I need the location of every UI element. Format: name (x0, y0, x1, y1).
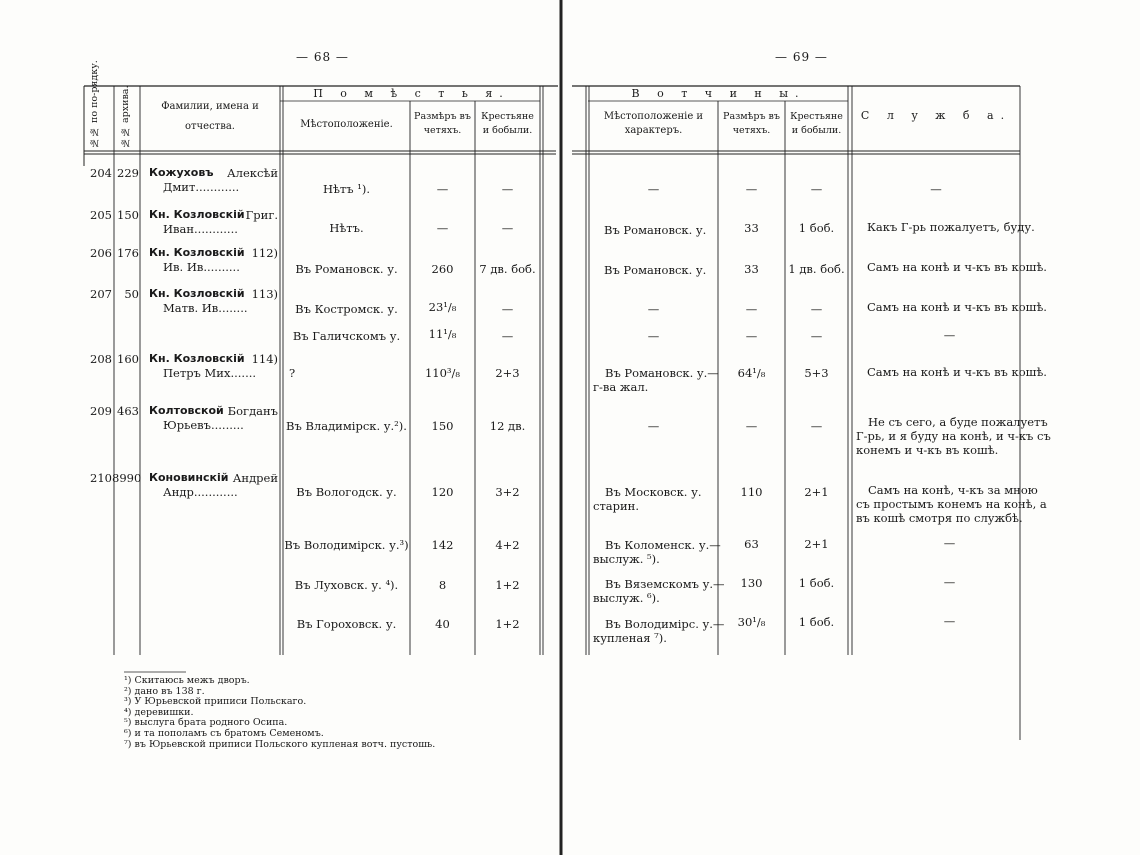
archive-number: 229 (117, 166, 139, 180)
service-text: Какъ Г-рь пожалуетъ, буду. (867, 220, 1035, 234)
header-size: Размѣръ въ четяхъ. (414, 111, 471, 136)
votchina-peasants: — (810, 302, 823, 316)
votchina-location: — (647, 182, 660, 196)
votchina-size: — (745, 302, 758, 316)
footnote: ⁴) деревишки. (124, 706, 194, 718)
estate-location: Нѣтъ ¹). (322, 182, 371, 196)
votchina-peasants: 2+1 (804, 485, 829, 499)
header-service: С л у ж б а. (860, 109, 1012, 122)
header-votchiny: В о т ч и н ы. (631, 87, 806, 100)
estate-peasants: — (501, 182, 514, 196)
service-text: — (943, 614, 956, 628)
header-names: Фамилии, имена и отчества. (161, 101, 259, 132)
estate-size: — (436, 182, 449, 196)
service-text: Самъ на конѣ и ч-къ въ кошѣ. (867, 300, 1047, 314)
votchina-location: Въ Романовск. у. (604, 263, 707, 277)
votchina-peasants: — (810, 419, 823, 433)
estate-peasants: 1+2 (495, 617, 520, 631)
estate-size: 110³/₈ (424, 366, 461, 380)
votchina-location: Въ Вяземскомъ у.— выслуж. ⁶). (593, 577, 725, 605)
votchina-size: 64¹/₈ (737, 366, 766, 380)
votchina-peasants: 1 боб. (798, 615, 835, 629)
service-text: — (943, 328, 956, 342)
estate-location: Въ Вологодск. у. (296, 485, 397, 499)
votchina-location: Въ Коломенск. у.— выслуж. ⁵). (593, 538, 721, 566)
archive-number: 463 (117, 404, 139, 418)
votchina-size: 33 (744, 221, 759, 235)
header-votchina-location: Мѣстоположеніе и характеръ. (603, 111, 704, 136)
person-name: Кн. Козловскій 114) Петръ Мих....... (149, 352, 278, 380)
person-name: Кн. Козловскій 113) Матв. Ив........ (149, 287, 278, 315)
archive-number: 8990 (112, 471, 142, 485)
votchina-location: — (647, 329, 660, 343)
votchina-size: — (745, 329, 758, 343)
estate-location: Въ Галичскомъ у. (292, 329, 401, 343)
row-number: 207 (90, 287, 112, 301)
estate-size: 142 (431, 538, 454, 552)
service-text: Не съ сего, а буде пожалуетъ Г-рь, и я буду на конѣ, и ч-къ съ конемъ и ч-къ въ кошѣ. (856, 415, 1051, 457)
service-text: Самъ на конѣ и ч-къ въ кошѣ. (867, 365, 1047, 379)
estate-peasants: — (501, 329, 514, 343)
service-text: — (943, 536, 956, 550)
estate-peasants: 4+2 (495, 538, 520, 552)
page-number-right: — 69 — (775, 50, 828, 64)
votchina-size: 30¹/₈ (737, 615, 766, 629)
archive-number: 150 (117, 208, 139, 222)
votchina-size: — (745, 419, 758, 433)
estate-peasants: 12 дв. (489, 419, 526, 433)
votchina-peasants: 5+3 (804, 366, 829, 380)
footnote: ⁵) выслуга брата родного Осипа. (124, 717, 288, 729)
estate-size: — (436, 221, 449, 235)
archive-number: 176 (117, 246, 139, 260)
header-peasants: Крестьяне и бобыли. (481, 111, 534, 136)
header-location: Мѣстоположеніе. (300, 119, 393, 130)
estate-peasants: — (501, 302, 514, 316)
footnote: ⁶) и та пополамъ съ братомъ Семеномъ. (124, 727, 324, 739)
votchina-peasants: 1 боб. (798, 576, 835, 590)
header-archive-number: №№ архива. (120, 85, 131, 148)
votchina-location: — (647, 419, 660, 433)
footnote: ⁷) въ Юрьевской приписи Польского купленая вотч. пустошь. (124, 738, 436, 750)
estate-location: Нѣтъ. (329, 221, 364, 235)
estate-size: 23¹/₈ (428, 300, 457, 314)
estate-location: ? (289, 366, 296, 380)
votchina-peasants: 1 дв. боб. (788, 262, 845, 276)
estate-peasants: 3+2 (495, 485, 520, 499)
estate-location: Въ Гороховск. у. (296, 617, 397, 631)
votchina-size: — (745, 182, 758, 196)
footnote: ²) дано въ 138 г. (124, 685, 205, 697)
estate-peasants: — (501, 221, 514, 235)
row-number: 206 (90, 246, 112, 260)
votchina-size: 110 (740, 485, 763, 499)
estate-location: Въ Луховск. у. ⁴). (294, 578, 399, 592)
row-number: 205 (90, 208, 112, 222)
header-votchina-peasants: Крестьяне и бобыли. (790, 111, 843, 136)
archive-number: 160 (117, 352, 139, 366)
row-number: 204 (90, 166, 112, 180)
service-text: — (943, 575, 956, 589)
votchina-location: Въ Московск. у. старин. (593, 485, 702, 513)
estate-location: Въ Костромск. у. (295, 302, 398, 316)
estate-size: 150 (431, 419, 454, 433)
votchina-peasants: — (810, 329, 823, 343)
votchina-peasants: — (810, 182, 823, 196)
service-text: — (930, 182, 942, 196)
estate-peasants: 2+3 (495, 366, 520, 380)
row-number: 209 (90, 404, 112, 418)
person-name: Кн. Козловскій 112) Ив. Ив.......... (149, 246, 278, 274)
person-name: Колтовской Богданъ Юрьевъ......... (149, 404, 278, 432)
votchina-size: 63 (744, 537, 759, 551)
person-name: Кн. Козловскій Григ. Иван............ (149, 208, 278, 236)
estate-location: Въ Владимірск. у.²). (286, 419, 407, 433)
estate-location: Въ Володимірск. у.³) (284, 538, 409, 552)
estate-size: 120 (431, 485, 454, 499)
row-number: 210 (90, 471, 112, 485)
header-pomestya: П о м ѣ с т ь я. (313, 87, 510, 100)
estate-size: 8 (438, 578, 447, 592)
footnotes (124, 676, 435, 750)
estate-location: Въ Романовск. у. (295, 262, 398, 276)
header-row-number: №№ по по-рядку. (89, 60, 100, 148)
votchina-peasants: 2+1 (804, 537, 829, 551)
footnote: ³) У Юрьевской приписи Польскаго. (124, 696, 307, 708)
votchina-location: Въ Романовск. у.— г-ва жал. (593, 366, 719, 394)
estate-size: 11¹/₈ (428, 327, 457, 341)
service-text: Самъ на конѣ и ч-къ въ кошѣ. (867, 260, 1047, 274)
person-name: Коновинскій Андрей Андр............ (149, 471, 278, 499)
service-text: Самъ на конѣ, ч-къ за мною съ простымъ конемъ на конѣ, а въ кошѣ смотря по службѣ. (856, 483, 1047, 525)
votchina-location: Въ Володимірс. у.— купленая ⁷). (593, 617, 725, 645)
votchina-peasants: 1 боб. (798, 221, 835, 235)
person-name: Кожуховъ Алексѣй Дмит............ (149, 166, 278, 194)
votchina-size: 130 (740, 576, 763, 590)
estate-size: 40 (435, 617, 450, 631)
estate-peasants: 1+2 (495, 578, 520, 592)
header-votchina-size: Размѣръ въ четяхъ. (723, 111, 780, 136)
votchina-size: 33 (744, 262, 759, 276)
footnote: ¹) Скитаюсь межъ дворъ. (124, 675, 250, 686)
estate-peasants: 7 дв. боб. (479, 262, 536, 276)
page-number-left: — 68 — (296, 50, 349, 64)
votchina-location: Въ Романовск. у. (604, 223, 707, 237)
row-number: 208 (90, 352, 112, 366)
votchina-location: — (647, 302, 660, 316)
estate-size: 260 (431, 262, 454, 276)
archive-number: 50 (124, 287, 139, 301)
